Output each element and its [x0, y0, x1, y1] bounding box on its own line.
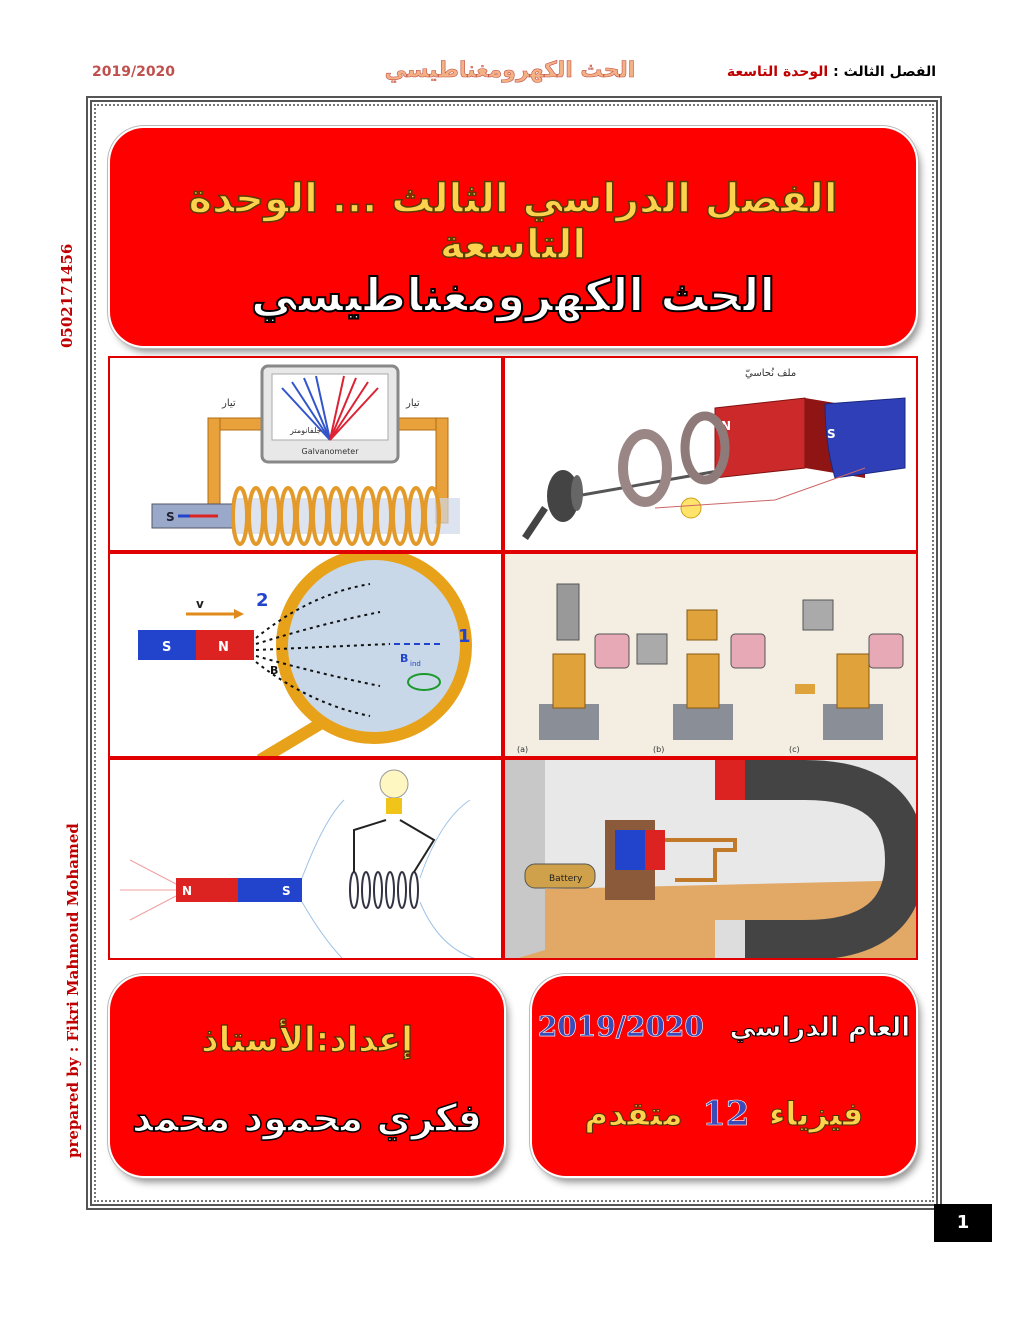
- course-grade: 12: [702, 1094, 750, 1134]
- velocity-label: v: [196, 597, 204, 611]
- header-year: 2019/2020: [92, 64, 176, 80]
- title-line2: الحث الكهرومغناطيسي: [250, 268, 776, 322]
- step-b-label: (b): [653, 745, 665, 754]
- figure-generator: [503, 356, 918, 552]
- coil-label: ملف نُحاسيّ: [745, 368, 797, 379]
- magnet-s-label: S: [166, 510, 175, 524]
- current-label-left: تيار: [222, 398, 236, 409]
- course-year: 2019/2020: [537, 1010, 704, 1043]
- galvanometer-label: Galvanometer: [301, 447, 359, 456]
- generator-s-label: S: [827, 427, 836, 441]
- field-b-label: B: [270, 664, 279, 677]
- course-subject-row: [532, 1094, 916, 1134]
- author-prepared-label: إعداد:الأستاذ: [201, 1020, 413, 1060]
- author-panel: [110, 976, 504, 1176]
- battery-label: Battery: [549, 874, 583, 884]
- page-number: 1: [934, 1204, 992, 1242]
- header-term: [727, 64, 936, 80]
- title-line1: الفصل الدراسي الثالث ... الوحدة التاسعة: [188, 176, 838, 268]
- step-a-label: (a): [517, 745, 529, 754]
- step-c-label: (c): [789, 745, 800, 754]
- header-separator: :: [828, 64, 844, 80]
- bulb-magnet-n: N: [182, 884, 193, 898]
- current-label-right: تيار: [406, 398, 420, 409]
- course-year-row: [532, 1010, 916, 1043]
- bulb-magnet-s: S: [282, 884, 291, 898]
- course-subject-prefix: فيزياء: [769, 1095, 864, 1133]
- header-unit-label: الوحدة التاسعة: [726, 64, 829, 80]
- field-bind-label: B: [400, 652, 409, 665]
- course-subject-suffix: متقدم: [584, 1095, 683, 1133]
- figure-galvanometer-coil: [108, 356, 503, 552]
- loop-number-2: 2: [256, 590, 269, 611]
- author-name: فكري محمود محمد: [132, 1096, 482, 1140]
- loop-magnet-n: N: [218, 640, 229, 655]
- galvanometer-ar: جلفانومتر: [290, 426, 322, 435]
- figure-magnet-loop: [108, 552, 503, 758]
- side-phone: 0502171456: [58, 243, 76, 348]
- field-ind-subscript: ind: [410, 660, 421, 668]
- loop-magnet-s: S: [162, 640, 172, 655]
- course-panel: [532, 976, 916, 1176]
- generator-n-label: N: [721, 419, 732, 433]
- header-term-label: الفصل الثالث: [843, 64, 936, 80]
- figures-grid: [108, 356, 918, 960]
- course-year-label: العام الدراسي: [729, 1013, 911, 1043]
- figure-bulb-coil: [108, 758, 503, 960]
- loop-number-1: 1: [458, 626, 471, 647]
- side-prepared-by: prepared by : Fikri Mahmoud Mohamed: [64, 823, 82, 1158]
- figure-induction-steps: [503, 552, 918, 758]
- header-title: الحث الكهرومغناطيسي: [384, 58, 636, 83]
- figure-u-magnet: [503, 758, 918, 960]
- title-panel: [110, 128, 916, 346]
